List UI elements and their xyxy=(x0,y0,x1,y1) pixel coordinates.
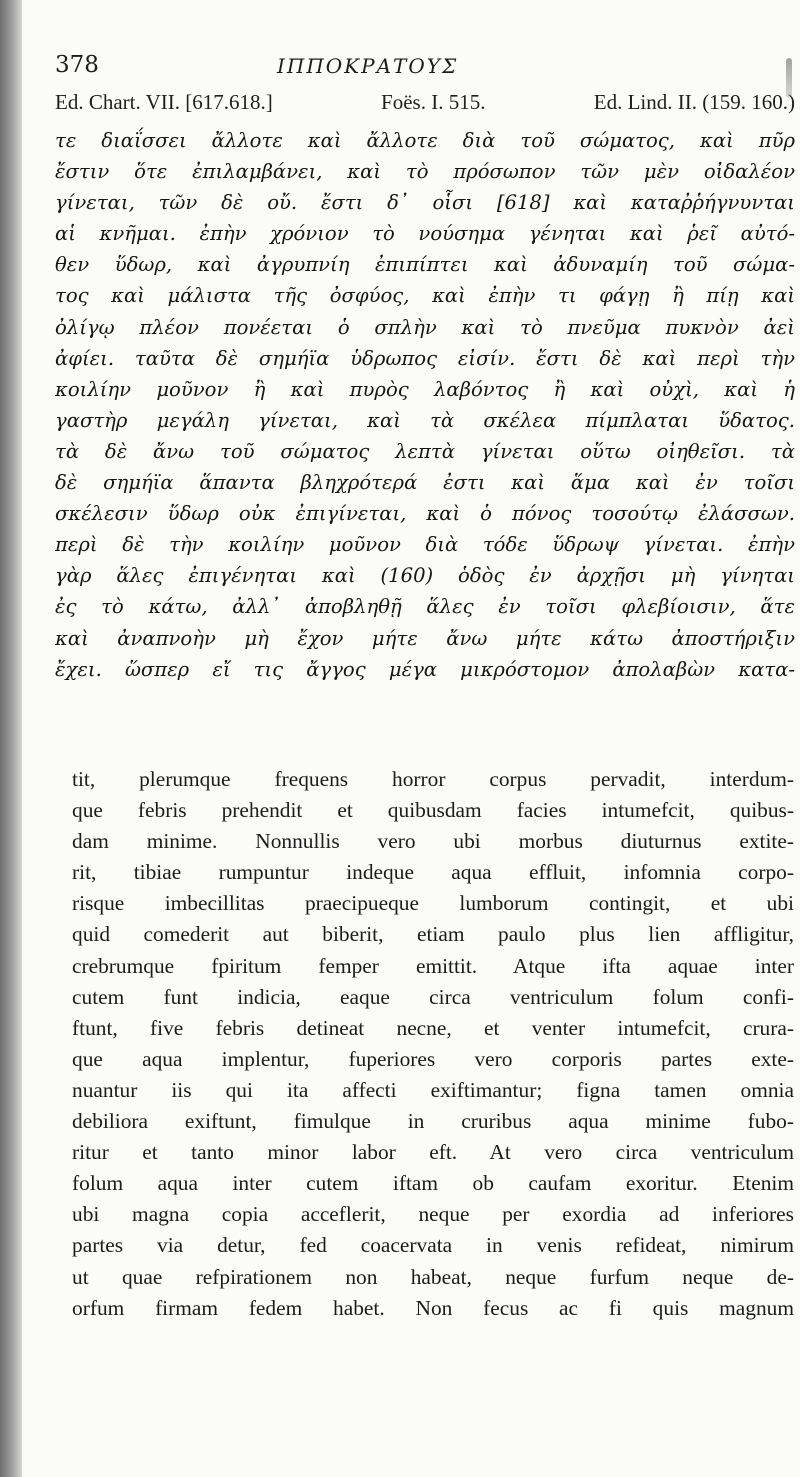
latin-text-line: partes via detur, fed coacervata in venis refideat, nimirum xyxy=(72,1233,794,1258)
greek-text-block xyxy=(55,125,795,685)
latin-text-line: ut quae refpirationem non habeat, neque furfum neque de- xyxy=(72,1264,794,1289)
running-title: ΙΠΠΟΚΡΑΤΟΥΣ xyxy=(277,54,459,78)
greek-text-line: γαστὴρ μεγάλη γίνεται, καὶ τὰ σκέλεα πίμπλαται ὕδατος. xyxy=(55,408,795,432)
latin-text-line: que aqua implentur, fuperiores vero corporis partes exte- xyxy=(72,1046,794,1071)
greek-text-line: τὰ δὲ ἄνω τοῦ σώματος λεπτὰ γίνεται οὕτω οἰηθεῖσι. τὰ xyxy=(55,439,795,463)
latin-text-line: cutem funt indicia, eaque circa ventriculum folum confi- xyxy=(72,984,794,1009)
book-page xyxy=(22,0,800,1477)
latin-text-line: quid comederit aut biberit, etiam paulo plus lien affligitur, xyxy=(72,922,794,947)
latin-text-line: ftunt, five febris detineat necne, et venter intumefcit, crura- xyxy=(72,1015,794,1040)
edition-ref-chartier: Ed. Chart. VII. [617.618.] xyxy=(55,90,273,114)
greek-text-line: ἐς τὸ κάτω, ἀλλ᾽ ἀποβληθῇ ἅλες ἐν τοῖσι φλεβίοισιν, ἅτε xyxy=(55,595,795,619)
latin-text-line: risque imbecillitas praecipueque lumborum contingit, et ubi xyxy=(72,891,794,916)
greek-text-line: ἀφίει. ταῦτα δὲ σημήϊα ὑδρωπος εἰσίν. ἔστι δὲ καὶ περὶ τὴν xyxy=(55,346,795,370)
latin-translation-block xyxy=(72,764,794,1324)
latin-text-line: dam minime. Nonnullis vero ubi morbus diuturnus extite- xyxy=(72,829,794,854)
greek-text-line: γὰρ ἅλες ἐπιγένηται καὶ (160) ὁδὸς ἐν ἀρχῇσι μὴ γίνηται xyxy=(55,564,795,588)
greek-text-line: σκέλεσιν ὕδωρ οὐκ ἐπιγίνεται, καὶ ὁ πόνος τοσούτῳ ἐλάσσων. xyxy=(55,502,795,526)
latin-text-line: rit, tibiae rumpuntur indeque aqua effluit, infomnia corpo- xyxy=(72,860,794,885)
greek-text-line: κοιλίην μοῦνον ἢ καὶ πυρὸς λαβόντος ἢ καὶ οὐχὶ, καὶ ἡ xyxy=(55,377,795,401)
greek-text-line: περὶ δὲ τὴν κοιλίην μοῦνον διὰ τόδε ὕδρωψ γίνεται. ἐπὴν xyxy=(55,533,795,557)
latin-text-line: nuantur iis qui ita affecti exiftimantur; figna tamen omnia xyxy=(72,1077,794,1102)
greek-text-line: τος καὶ μάλιστα τῆς ὀσφύος, καὶ ἐπὴν τι φάγῃ ἢ πίῃ καὶ xyxy=(55,284,795,308)
latin-text-line: ubi magna copia acceflerit, neque per exordia ad inferiores xyxy=(72,1202,794,1227)
page-number: 378 xyxy=(55,52,99,78)
latin-text-line: folum aqua inter cutem iftam ob caufam exoritur. Etenim xyxy=(72,1171,794,1196)
latin-text-line: ritur et tanto minor labor eft. At vero circa ventriculum xyxy=(72,1140,794,1165)
latin-text-line: tit, plerumque frequens horror corpus pervadit, interdum- xyxy=(72,767,794,791)
greek-text-line: γίνεται, τῶν δὲ οὔ. ἔστι δ᾽ οἷσι [618] καὶ καταῤῥήγνυνται xyxy=(55,191,795,215)
greek-text-line: αἱ κνῆμαι. ἐπὴν χρόνιον τὸ νούσημα γένηται καὶ ῥεῖ αὐτό- xyxy=(55,222,795,246)
greek-text-line: θεν ὕδωρ, καὶ ἀγρυπνίη ἐπιπίπτει καὶ ἀδυναμίη τοῦ σώμα- xyxy=(55,253,795,277)
edition-ref-linden: Ed. Lind. II. (159. 160.) xyxy=(593,90,795,114)
page-header xyxy=(22,52,800,84)
greek-text-line: ὀλίγῳ πλέον πονέεται ὁ σπλὴν καὶ τὸ πνεῦμα πυκνὸν ἀεὶ xyxy=(55,315,795,339)
latin-text-line: debiliora exiftunt, fimulque in cruribus aqua minime fubo- xyxy=(72,1109,794,1134)
edition-ref-foes: Foës. I. 515. xyxy=(381,90,486,114)
greek-text-line: ἔστιν ὅτε ἐπιλαμβάνει, καὶ τὸ πρόσωπον τῶν μὲν οἰδαλέον xyxy=(55,160,795,184)
greek-text-line: δὲ σημήϊα ἅπαντα βληχρότερά ἐστι καὶ ἅμα καὶ ἐν τοῖσι xyxy=(55,471,795,495)
book-gutter-shadow xyxy=(0,0,22,1477)
latin-text-line: que febris prehendit et quibusdam facies intumefcit, quibus- xyxy=(72,798,794,823)
latin-text-line: orfum firmam fedem habet. Non fecus ac fi quis magnum xyxy=(72,1295,794,1320)
greek-text-line: τε διαΐσσει ἄλλοτε καὶ ἄλλοτε διὰ τοῦ σώματος, καὶ πῦρ xyxy=(55,129,795,152)
latin-text-line: crebrumque fpiritum femper emittit. Atque ifta aquae inter xyxy=(72,953,794,978)
greek-text-line: καὶ ἀναπνοὴν μὴ ἔχον μήτε ἄνω μήτε κάτω ἀποστήριξιν xyxy=(55,626,795,650)
edition-references xyxy=(55,90,795,115)
greek-text-line: ἔχει. ὥσπερ εἴ τις ἄγγος μέγα μικρόστομον ἀπολαβὼν κατα- xyxy=(55,657,795,681)
